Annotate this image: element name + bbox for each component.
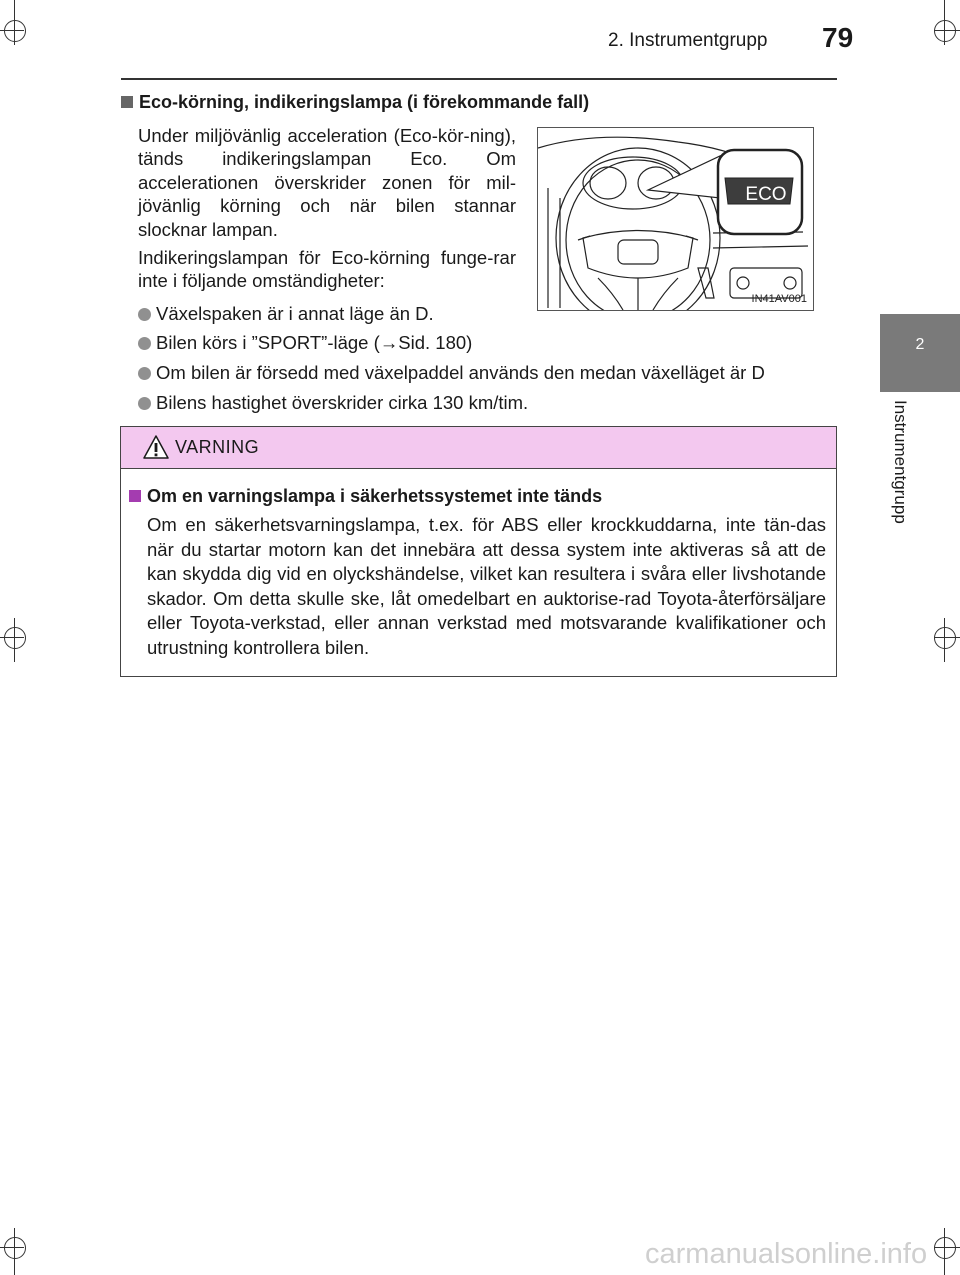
page-number: 79 [822,22,854,53]
list-item [138,391,528,414]
chapter-side-label [888,400,910,560]
eco-indicator-label: ECO [745,184,787,205]
steering-wheel-drawing [538,128,813,310]
footer-watermark: carmanualsonline.info [645,1238,928,1270]
paragraph-eco-conditions: Indikeringslampan för Eco-körning funge-rar inte i följande omständigheter: [138,247,516,292]
bullet-dot-icon [138,397,151,410]
list-item-text: Bilen körs i ”SPORT”-läge (→Sid. 180) [156,332,473,353]
header-divider [121,78,837,80]
warning-box [120,426,837,677]
heading-square-icon [129,490,141,502]
warning-header [121,427,836,469]
eco-indicator-illustration [537,127,814,311]
warning-subheading [129,486,602,507]
section-heading-text: Eco-körning, indikeringslampa (i förekommande fall) [139,92,590,112]
list-item [138,302,434,325]
chapter-tab-number: 2 [915,336,925,353]
list-item-text: Växelspaken är i annat läge än D. [156,303,434,324]
heading-square-icon [121,96,133,108]
list-item-text: Bilens hastighet överskrider cirka 130 km/tim. [156,392,529,413]
chapter-side-label-text: Instrumentgrupp [891,400,910,524]
bullet-dot-icon [138,337,151,350]
illustration-code: IN41AV001 [751,293,807,305]
warning-title: VARNING [175,437,260,457]
bullet-dot-icon [138,308,151,321]
warning-subheading-text: Om en varningslampa i säkerhetssystemet inte tänds [147,486,603,506]
warning-triangle-icon [143,434,169,460]
list-item-text: Om bilen är försedd med växelpaddel används den medan växelläget är D [156,362,765,383]
bullet-dot-icon [138,367,151,380]
section-heading [121,92,589,113]
header-chapter-title: 2. Instrumentgrupp [608,30,768,51]
warning-body-text: Om en säkerhetsvarningslampa, t.ex. för ABS eller krockkuddarna, inte tän-das när du startar motorn kan det innebära att dessa system inte aktiveras så att de kan skydda dig vid en olyckshändelse, vilket kan resultera i svåra eller livshotande skador. Om detta skulle ske, låt omedelbart en auktorise-rad Toyota-återförsäljare eller Toyota-verkstad, eller annan verkstad med motsvarande kvalifikationer och utrustning kontrollera bilen. [147,514,826,658]
list-item [138,331,472,354]
paragraph-eco-description: Under miljövänlig acceleration (Eco-kör-ning), tänds indikeringslampan Eco. Om accelerationen överskrider zonen för mil-jövänlig körning och när bilen stannar slocknar lampan. [138,125,516,240]
list-item [138,361,765,384]
